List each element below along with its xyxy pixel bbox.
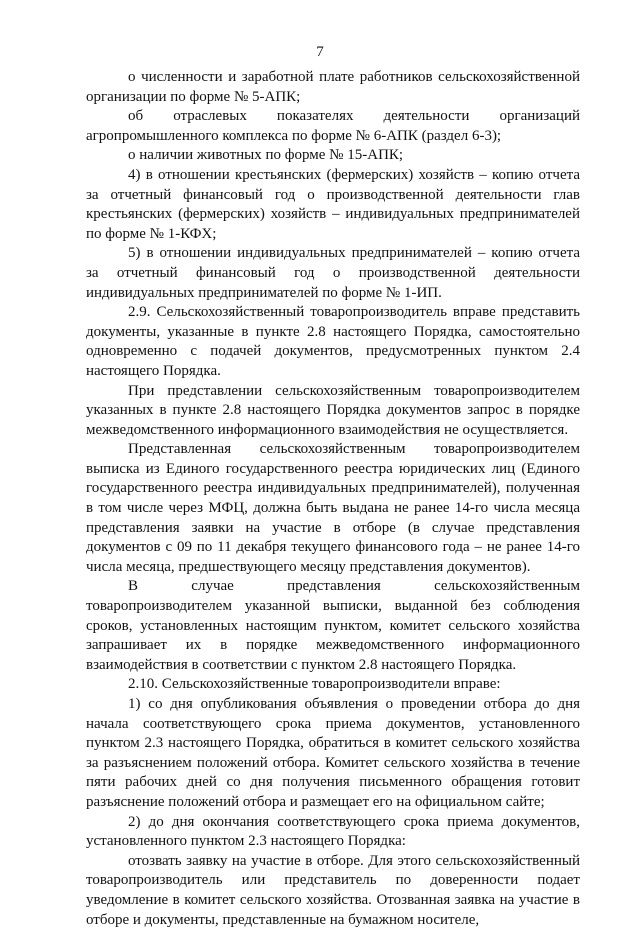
paragraph: 5) в отношении индивидуальных предпринимателей – копию отчета за отчетный финансовый год о производственной деятельности индивидуальных предпринимателей по форме № 1-ИП. [86, 245, 580, 301]
paragraph: Представленная сельскохозяйственным товаропроизводителем выписка из Единого государственного реестра юридических лиц (Единого государственного реестра индивидуальных предпринимателей), полученная в том числе через МФЦ, должна быть выдана не ранее 14-го числа месяца представления заявки на участие в отборе (в случае представления документов с 09 по 11 декабря текущего финансового года – не ранее 14-го числа месяца, предшествующего месяцу представления документов). [86, 441, 580, 575]
paragraph: об отраслевых показателях деятельности организаций агропромышленного комплекса по форме № 6-АПК (раздел 6-3); [86, 108, 580, 144]
paragraph: о численности и заработной плате работников сельскохозяйственной организации по форме № 5-АПК; [86, 69, 580, 105]
paragraph: 2) до дня окончания соответствующего срока приема документов, установленного пунктом 2.3 настоящего Порядка: [86, 813, 580, 850]
paragraph: отозвать заявку на участие в отборе. Для этого сельскохозяйственный товаропроизводитель или представитель по доверенности подает уведомление в комитет сельского хозяйства. Отозванная заявка на участие в отборе и документы, представленные на бумажном носителе, [86, 852, 580, 928]
paragraph: 4) в отношении крестьянских (фермерских) хозяйств – копию отчета за отчетный финансовый год о производственной деятельности глав крестьянских (фермерских) хозяйств – индивидуальных предпринимателей по форме № 1-КФХ; [86, 166, 580, 242]
paragraph: о наличии животных по форме № 15-АПК; [128, 147, 404, 164]
paragraph: 2.10. Сельскохозяйственные товаропроизводители вправе: [128, 676, 501, 693]
paragraph: 2.9. Сельскохозяйственный товаропроизводитель вправе представить документы, указанные в пункте 2.8 настоящего Порядка, самостоятельно одновременно с подачей документов, предусмотренных пунктом 2.4 настоящего Порядка. [86, 304, 580, 379]
paragraph: В случае представления сельскохозяйственным товаропроизводителем указанной выписки, выданной без соблюдения сроков, установленных настоящим пунктом, комитет сельского хозяйства запрашивает их в порядке межведомственного информационного взаимодействия в соответствии с пунктом 2.8 настоящего Порядка. [86, 578, 580, 673]
paragraph: 1) со дня опубликования объявления о проведении отбора до дня начала соответствующего срока приема документов, установленного пунктом 2.3 настоящего Порядка, обратиться в комитет сельского хозяйства за разъяснением положений отбора. Комитет сельского хозяйства в течение пяти рабочих дней со дня получения письменного обращения готовит разъяснение положений отбора и размещает его на официальном сайте; [86, 696, 580, 810]
paragraph: При представлении сельскохозяйственным товаропроизводителем указанных в пункте 2.8 настоящего Порядка документов запрос в порядке межведомственного информационного взаимодействия не осуществляется. [86, 382, 580, 438]
document-body [86, 68, 580, 930]
page-number: 7 [316, 44, 324, 60]
